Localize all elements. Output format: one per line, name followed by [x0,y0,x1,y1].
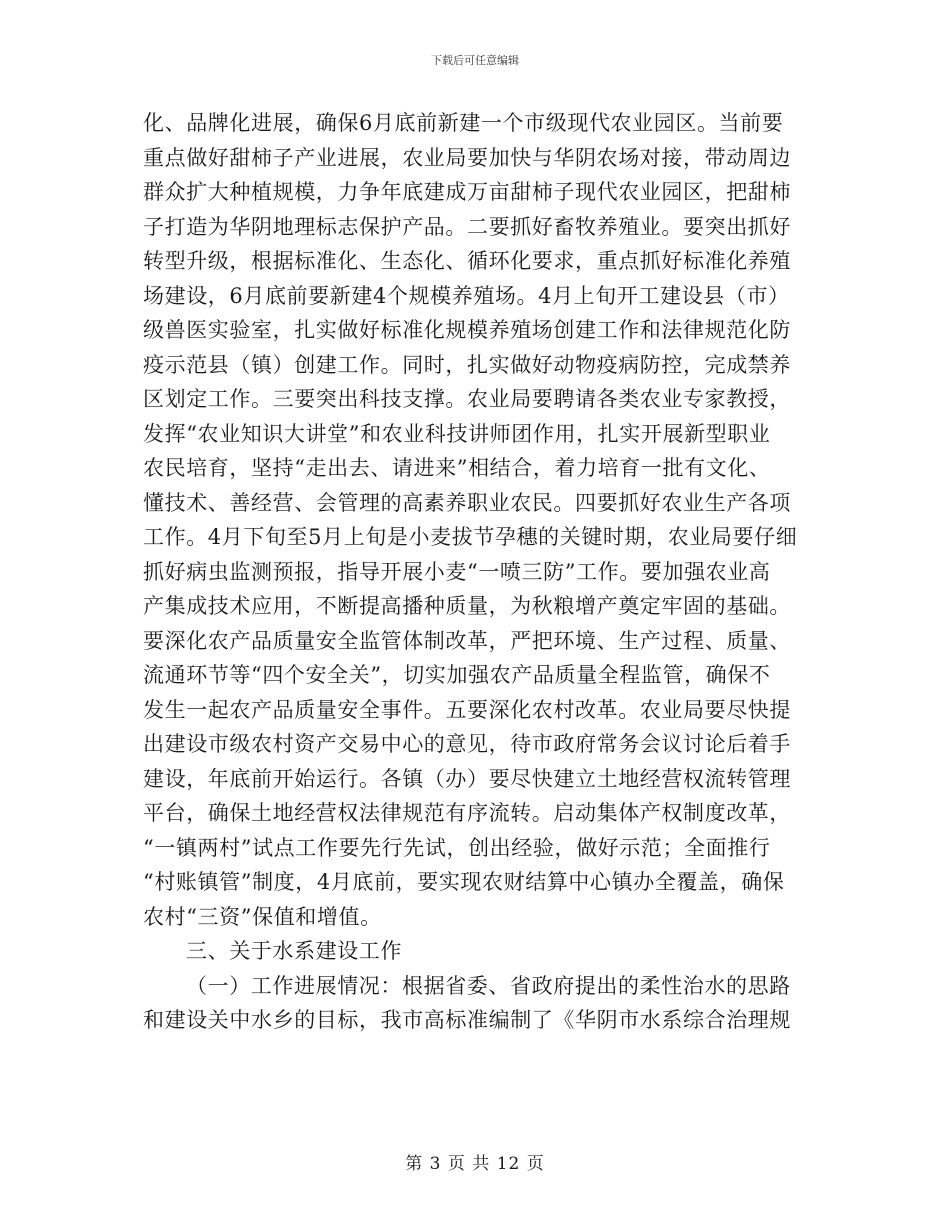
body-line: 要深化农产品质量安全监管体制改革，严把环境、生产过程、质量、 [143,628,791,653]
body-line: 群众扩大种植规模，力争年底建成万亩甜柿子现代农业园区，把甜柿 [143,180,791,204]
body-line: 发生一起农产品质量安全事件。五要深化农村改革。农业局要尽快提 [143,697,791,722]
body-line: “一镇两村”试点工作要先行先试，创出经验，做好示范；全面推行 [143,835,771,860]
body-line: 流通环节等“四个安全关”，切实加强农产品质量全程监管，确保不 [143,663,771,687]
body-line: 抓好病虫监测预报，指导开展小麦“一喷三防”工作。要加强农业高 [143,559,771,584]
body-line: 产集成技术应用，不断提高播种质量，为秋粮增产奠定牢固的基础。 [143,594,791,618]
body-line: 转型升级，根据标准化、生态化、循环化要求，重点抓好标准化养殖 [143,249,791,273]
body-line: 场建设，6月底前要新建4个规模养殖场。4月上旬开工建设县（市） [143,283,790,308]
body-line: 子打造为华阴地理标志保护产品。二要抓好畜牧养殖业。要突出抓好 [143,214,791,239]
body-line: 工作。4月下旬至5月上旬是小麦拔节孕穗的关键时期，农业局要仔细 [143,525,798,549]
body-line: “村账镇管”制度，4月底前，要实现农财结算中心镇办全覆盖，确保 [143,870,785,894]
body-line: 级兽医实验室，扎实做好标准化规模养殖场创建工作和法律规范化防 [143,318,791,342]
page-header-note: 下载后可任意编辑 [431,54,519,67]
body-line: 疫示范县（镇）创建工作。同时，扎实做好动物疫病防控，完成禁养 [143,352,791,377]
paragraph-first-line: （一）工作进展情况：根据省委、省政府提出的柔性治水的思路 [186,973,791,998]
body-line: 出建设市级农村资产交易中心的意见，待市政府常务会议讨论后着手 [143,732,791,756]
section-heading: 三、关于水系建设工作 [186,939,402,963]
body-line: 重点做好甜柿子产业进展，农业局要加快与华阴农场对接，带动周边 [143,145,791,170]
body-line: 农村“三资”保值和增值。 [143,904,382,929]
body-line: 化、品牌化进展，确保6月底前新建一个市级现代农业园区。当前要 [143,111,784,135]
body-line: 平台，确保土地经营权法律规范有序流转。启动集体产权制度改革， [143,801,791,825]
document-body [143,106,808,1038]
body-line: 懂技术、善经营、会管理的高素养职业农民。四要抓好农业生产各项 [143,490,791,515]
body-line: 农民培育，坚持“走出去、请进来”相结合，着力培育一批有文化、 [143,456,771,480]
body-line: 建设，年底前开始运行。各镇（办）要尽快建立土地经营权流转管理 [143,766,791,791]
page-number: 第 3 页 共 12 页 [405,1154,545,1174]
body-line: 发挥“农业知识大讲堂”和农业科技讲师团作用，扎实开展新型职业 [143,421,771,446]
paragraph-continuation-line: 和建设关中水乡的目标，我市高标准编制了《华阴市水系综合治理规 [143,1008,791,1032]
body-line: 区划定工作。三要突出科技支撑。农业局要聘请各类农业专家教授， [143,387,791,411]
